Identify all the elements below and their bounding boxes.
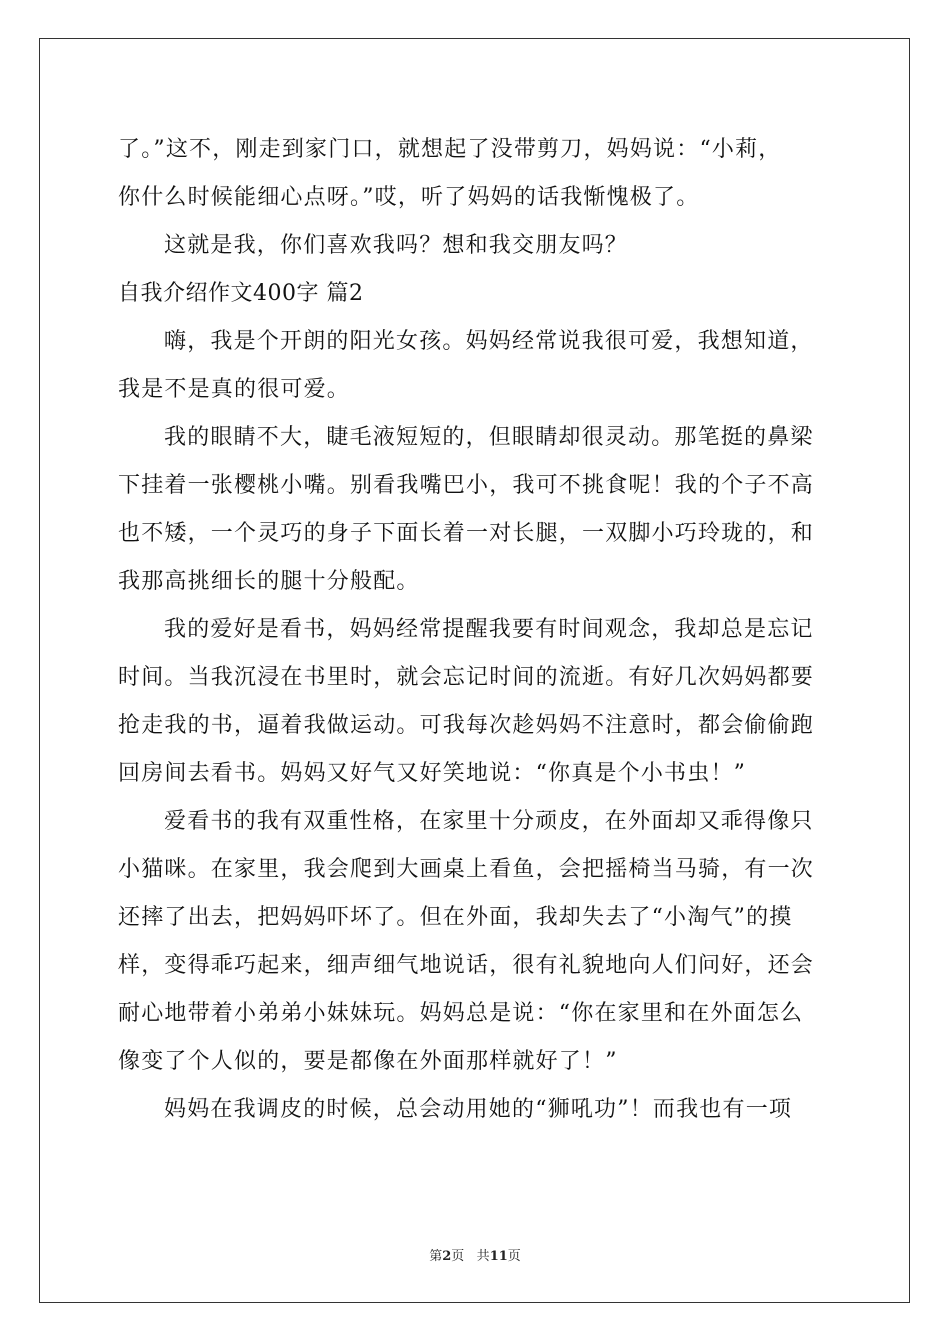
- text-line: 耐心地带着小弟弟小妹妹玩。妈妈总是说：“你在家里和在外面怎么: [118, 1001, 804, 1026]
- page-footer: [0, 1245, 950, 1264]
- text-line: 还摔了出去，把妈妈吓坏了。但在外面，我却失去了“小淘气”的摸: [118, 905, 793, 930]
- page-prefix: 第: [429, 1249, 443, 1264]
- text-line: 小猫咪。在家里，我会爬到大画桌上看鱼，会把摇椅当马骑，有一次: [118, 857, 815, 882]
- document-body: [118, 126, 838, 1134]
- section-heading: 自我介绍作文400字 篇2: [118, 281, 364, 306]
- text-line: 爱看书的我有双重性格，在家里十分顽皮，在外面却又乖得像只: [164, 809, 814, 834]
- page-suffix: 页: [451, 1249, 465, 1264]
- text-line: 回房间去看书。妈妈又好气又好笑地说：“你真是个小书虫！”: [118, 761, 747, 786]
- total-pages: 11: [489, 1249, 508, 1264]
- text-line: 了。”这不，刚走到家门口，就想起了没带剪刀，妈妈说：“小莉，: [118, 137, 782, 162]
- text-line: 妈妈在我调皮的时候，总会动用她的“狮吼功”！而我也有一项: [164, 1097, 793, 1122]
- text-line: 时间。当我沉浸在书里时，就会忘记时间的流逝。有好几次妈妈都要: [118, 665, 815, 690]
- text-line: 我的爱好是看书，妈妈经常提醒我要有时间观念，我却总是忘记: [164, 617, 814, 642]
- text-line: 样，变得乖巧起来，细声细气地说话，很有礼貌地向人们问好，还会: [118, 953, 815, 978]
- total-suffix: 页: [507, 1249, 521, 1264]
- text-line: 你什么时候能细心点呀。”哎，听了妈妈的话我惭愧极了。: [118, 185, 700, 210]
- text-line: 我那高挑细长的腿十分般配。: [118, 569, 420, 594]
- text-line: 我是不是真的很可爱。: [118, 377, 351, 402]
- text-line: 像变了个人似的，要是都像在外面那样就好了！”: [118, 1049, 618, 1074]
- total-prefix: 共: [476, 1249, 490, 1264]
- text-line: 嗨，我是个开朗的阳光女孩。妈妈经常说我很可爱，我想知道，: [164, 329, 814, 354]
- text-line: 这就是我，你们喜欢我吗？想和我交朋友吗？: [164, 233, 629, 258]
- text-line: 抢走我的书，逼着我做运动。可我每次趁妈妈不注意时，都会偷偷跑: [118, 713, 815, 738]
- text-line: 下挂着一张樱桃小嘴。别看我嘴巴小，我可不挑食呢！我的个子不高: [118, 473, 815, 498]
- page-number: 2: [442, 1249, 452, 1264]
- text-line: 也不矮，一个灵巧的身子下面长着一对长腿，一双脚小巧玲珑的，和: [118, 521, 815, 546]
- text-line: 我的眼睛不大，睫毛液短短的，但眼睛却很灵动。那笔挺的鼻梁: [164, 425, 814, 450]
